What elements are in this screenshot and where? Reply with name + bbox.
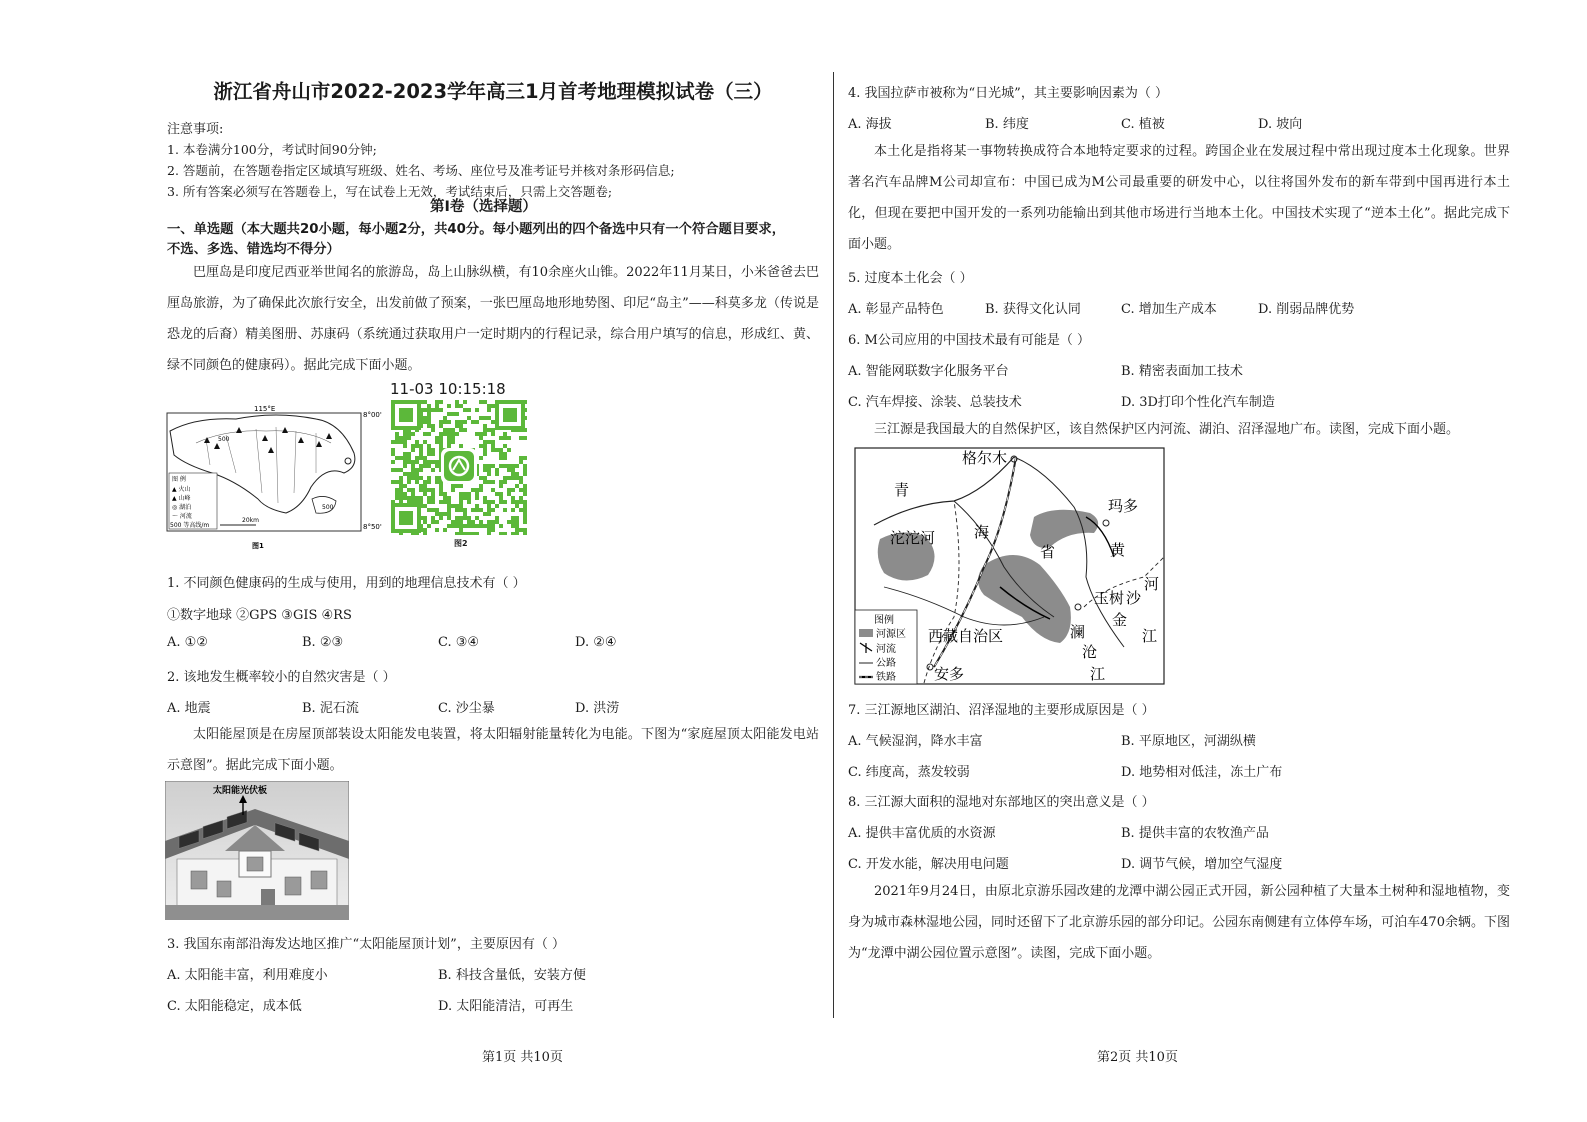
exam-title: 浙江省舟山市2022-2023学年高三1月首考地理模拟试卷（三）	[213, 80, 773, 103]
option-c[interactable]: C. 植被	[1121, 117, 1165, 132]
question-8-stem: 8. 三江源大面积的湿地对东部地区的突出意义是（ ）	[848, 795, 1155, 810]
map-legend-item: 铁路	[876, 672, 896, 683]
option-a[interactable]: A. 太阳能丰富，利用难度小	[167, 968, 328, 983]
option-a[interactable]: A. 气候湿润，降水丰富	[848, 734, 983, 749]
question-3-stem: 3. 我国东南部沿海发达地区推广“太阳能屋顶计划”，主要原因有（ ）	[167, 937, 565, 952]
map-char: 江	[1142, 627, 1158, 645]
passage-localization: 本土化是指将某一事物转换成符合本地特定要求的过程。跨国企业在发展过程中常出现过度本土化现象。世界著名汽车品牌M公司却宣布：中国已成为M公司最重要的研发中心，以往将国外发布的新车带到中国再进行本土化，但现在要把中国开发的一系列功能输出到其他市场进行当地本土化。中国技术实现了“逆本土化”。据此完成下面小题。	[848, 144, 1510, 252]
option-d[interactable]: D. 3D打印个性化汽车制造	[1121, 395, 1275, 410]
notice-heading: 注意事项:	[167, 122, 224, 137]
map-legend-title: 图例	[874, 615, 894, 626]
sanjiangyuan-map	[854, 447, 1165, 685]
option-b[interactable]: B. 泥石流	[302, 701, 359, 716]
option-b[interactable]: B. ②③	[302, 635, 344, 650]
part-heading: 不选、多选、错选均不得分）	[167, 242, 340, 257]
fig1-legend: ▲ 火山	[172, 486, 191, 493]
option-c[interactable]: C. 开发水能，解决用电问题	[848, 857, 1009, 872]
fig2-caption: 图2	[454, 539, 468, 548]
passage-bali: 巴厘岛是印度尼西亚举世闻名的旅游岛，岛上山脉纵横，有10余座火山锥。2022年11月某日，小米爸爸去巴厘岛旅游，为了确保此次旅行安全，出发前做了预案，一张巴厘岛地形地势图、印尼“岛主”——科莫多龙（传说是恐龙的后裔）精美图册、苏康码（系统通过获取用户一定时期内的行程记录，综合用户填写的信息，形成红、黄、绿不同颜色的健康码）。据此完成下面小题。	[167, 265, 819, 373]
part-heading: 一、单选题（本大题共20小题，每小题2分，共40分。每小题列出的四个备选中只有一个符合题目要求，	[167, 222, 786, 237]
bali-terrain-map	[166, 403, 386, 553]
question-7-stem: 7. 三江源地区湖泊、沼泽湿地的主要形成原因是（ ）	[848, 703, 1155, 718]
map-char: 海	[974, 523, 990, 541]
passage-longtan-park: 2021年9月24日，由原北京游乐园改建的龙潭中湖公园正式开园，新公园种植了大量本土树种和湿地植物，变身为城市森林湿地公园，同时还留下了北京游乐园的部分印记。公园东南侧建有立体停车场，可泊车470余辆。下图为“龙潭中湖公园位置示意图”。读图，完成下面小题。	[848, 884, 1510, 961]
notice-item: 1. 本卷满分100分，考试时间90分钟;	[167, 142, 377, 157]
fig1-legend: 〜 河流	[172, 513, 192, 520]
notice-item: 3. 所有答案必须写在答题卷上，写在试卷上无效，考试结束后，只需上交答题卷;	[167, 184, 613, 199]
question-6-stem: 6. M公司应用的中国技术最有可能是（ ）	[848, 333, 1090, 348]
option-a[interactable]: A. ①②	[167, 635, 208, 650]
option-c[interactable]: C. 汽车焊接、涂装、总装技术	[848, 395, 1022, 410]
option-b[interactable]: B. 纬度	[985, 117, 1029, 132]
fig1-lat2: 8°50'	[363, 523, 382, 531]
fig1-contour: 500	[322, 504, 334, 511]
passage-solar: 太阳能屋顶是在房屋顶部装设太阳能发电装置，将太阳辐射能量转化为电能。下图为“家庭屋顶太阳能发电站示意图”。据此完成下面小题。	[167, 727, 819, 773]
place-golmud: 格尔木	[962, 449, 1008, 467]
solar-panel-label: 太阳能光伏板	[213, 786, 268, 796]
question-5-stem: 5. 过度本土化会（ ）	[848, 271, 973, 286]
map-char: 江	[1090, 665, 1106, 683]
option-d[interactable]: D. 太阳能清洁，可再生	[438, 999, 574, 1014]
option-a[interactable]: A. 彰显产品特色	[848, 302, 944, 317]
option-b[interactable]: B. 精密表面加工技术	[1121, 364, 1243, 379]
fig1-legend: ▲ 山峰	[172, 495, 191, 502]
place-anduo: 安多	[934, 665, 965, 683]
fig1-scale: 20km	[242, 517, 259, 524]
option-c[interactable]: C. ③④	[438, 635, 480, 650]
map-char: 青	[894, 481, 910, 499]
option-a[interactable]: A. 地震	[167, 701, 211, 716]
map-char: 沧	[1082, 643, 1098, 661]
question-1-stem: 1. 不同颜色健康码的生成与使用，用到的地理信息技术有（ ）	[167, 576, 526, 591]
map-char: 黄	[1110, 541, 1126, 559]
option-d[interactable]: D. ②④	[575, 635, 617, 650]
page-number-left: 第1页 共10页	[482, 1050, 563, 1065]
option-a[interactable]: A. 海拔	[848, 117, 892, 132]
question-4-stem: 4. 我国拉萨市被称为“日光城”，其主要影响因素为（ ）	[848, 86, 1168, 101]
place-maduo: 玛多	[1108, 497, 1139, 515]
option-d[interactable]: D. 削弱品牌优势	[1258, 302, 1355, 317]
column-divider	[833, 72, 834, 1018]
place-yushu: 玉树	[1094, 589, 1125, 607]
fig1-legend: ◎ 湖泊	[172, 504, 192, 511]
fig1-lat1: 8°00'	[363, 411, 382, 419]
place-tuotuohe: 沱沱河	[890, 529, 936, 547]
fig1-contour: 500	[218, 436, 230, 443]
option-b[interactable]: B. 科技含量低，安装方便	[438, 968, 586, 983]
question-2-stem: 2. 该地发生概率较小的自然灾害是（ ）	[167, 670, 396, 685]
solar-house-illustration	[165, 781, 349, 920]
map-legend-item: 河源区	[876, 629, 906, 640]
option-a[interactable]: A. 智能网联数字化服务平台	[848, 364, 1009, 379]
option-d[interactable]: D. 坡向	[1258, 117, 1303, 132]
map-char: 河	[1144, 575, 1160, 593]
fig1-lon: 115°E	[254, 405, 276, 413]
fig1-legend: 图 例	[172, 476, 186, 483]
map-char: 省	[1040, 543, 1056, 561]
fig1-legend: 500 等高线/m	[170, 522, 210, 529]
option-c[interactable]: C. 增加生产成本	[1121, 302, 1217, 317]
page-number-right: 第2页 共10页	[1097, 1050, 1178, 1065]
qr-timestamp: 11-03 10:15:18	[390, 380, 506, 398]
place-tibet: 西藏自治区	[928, 627, 1004, 645]
map-char: 沙	[1126, 589, 1142, 607]
option-c[interactable]: C. 沙尘暴	[438, 701, 495, 716]
map-char: 澜	[1070, 623, 1086, 641]
option-c[interactable]: C. 太阳能稳定，成本低	[167, 999, 302, 1014]
option-d[interactable]: D. 地势相对低洼，冻土广布	[1121, 765, 1283, 780]
option-d[interactable]: D. 调节气候，增加空气湿度	[1121, 857, 1283, 872]
option-b[interactable]: B. 平原地区，河湖纵横	[1121, 734, 1256, 749]
map-legend-item: 河流	[876, 644, 896, 655]
option-b[interactable]: B. 获得文化认同	[985, 302, 1081, 317]
notice-item: 2. 答题前，在答题卷指定区域填写班级、姓名、考场、座位号及准考证号并核对条形码信息;	[167, 163, 675, 178]
question-1-items: ①数字地球 ②GPS ③GIS ④RS	[167, 608, 352, 623]
passage-sanjiangyuan: 三江源是我国最大的自然保护区，该自然保护区内河流、湖泊、沼泽湿地广布。读图，完成下面小题。	[874, 422, 1460, 437]
option-d[interactable]: D. 洪涝	[575, 701, 620, 716]
option-a[interactable]: A. 提供丰富优质的水资源	[848, 826, 996, 841]
map-char: 金	[1112, 611, 1128, 629]
option-c[interactable]: C. 纬度高，蒸发较弱	[848, 765, 970, 780]
section-title: 第Ⅰ卷（选择题）	[430, 199, 537, 215]
option-b[interactable]: B. 提供丰富的农牧渔产品	[1121, 826, 1269, 841]
health-code-qr	[389, 398, 527, 535]
fig1-caption: 图1	[252, 542, 264, 550]
map-legend-item: 公路	[876, 658, 896, 669]
